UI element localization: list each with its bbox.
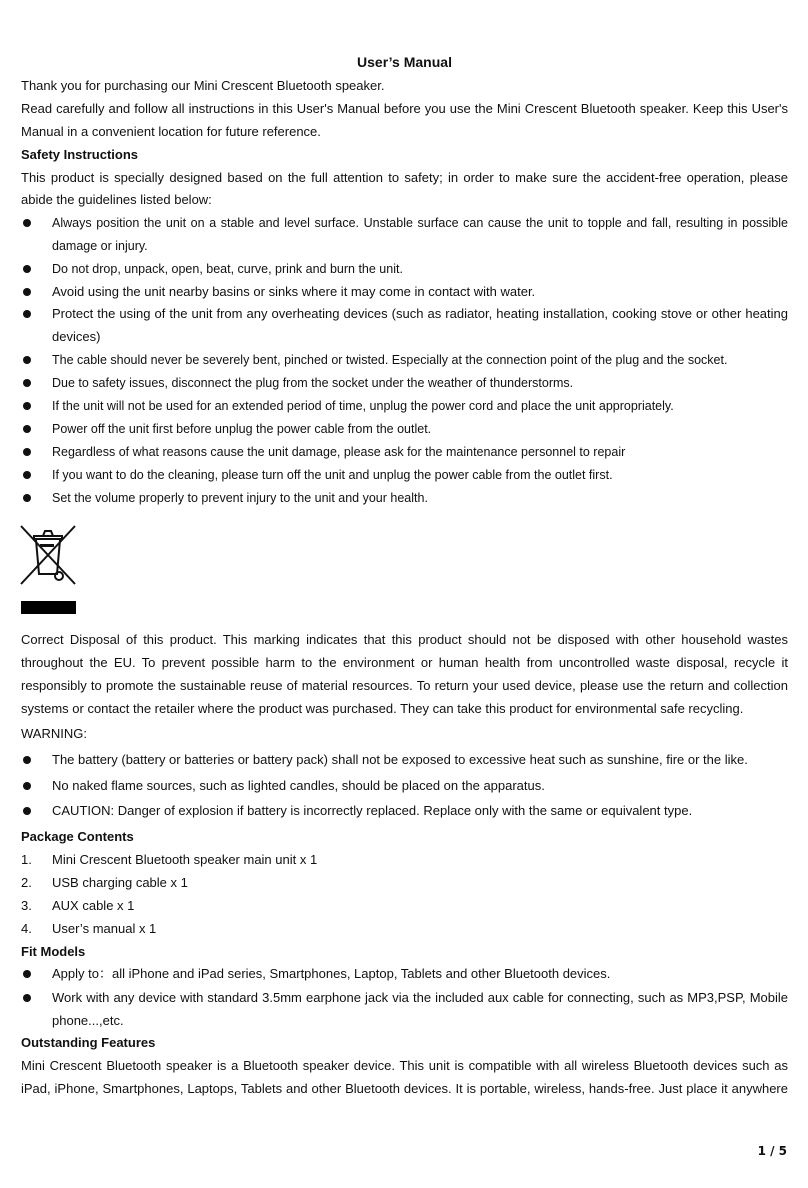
disposal-paragraph: Correct Disposal of this product. This marking indicates that this product should not be disposed with other household wastes bbox=[21, 632, 788, 647]
bullet-icon bbox=[23, 402, 31, 410]
list-item-text: Avoid using the unit nearby basins or sinks where it may come in contact with water. bbox=[52, 284, 536, 299]
safety-paragraph: This product is specially designed based on the full attention to safety; in order to make sure the accident-free operation, please bbox=[21, 170, 788, 185]
safety-paragraph: abide the guidelines listed below: bbox=[21, 192, 212, 207]
bullet-icon bbox=[23, 265, 31, 273]
list-item-text: CAUTION: Danger of explosion if battery is incorrectly replaced. Replace only with the same or equivalent type. bbox=[52, 803, 693, 818]
item-number: 4. bbox=[21, 921, 32, 936]
safety-heading: Safety Instructions bbox=[21, 147, 139, 162]
intro-line: Read carefully and follow all instructions in this User's Manual before you use the Mini Crescent Bluetooth speaker. Keep this User's bbox=[21, 101, 788, 116]
bullet-icon bbox=[23, 807, 31, 815]
list-item-text: If you want to do the cleaning, please turn off the unit and unplug the power cable from the outlet first. bbox=[52, 468, 613, 482]
list-item-text: The battery (battery or batteries or battery pack) shall not be exposed to excessive heat such as sunshine, fire or the like. bbox=[52, 752, 748, 767]
intro-line: Manual in a convenient location for future reference. bbox=[21, 124, 321, 139]
bullet-icon bbox=[23, 756, 31, 764]
bullet-icon bbox=[23, 994, 31, 1002]
bullet-icon bbox=[23, 782, 31, 790]
list-item-text: Due to safety issues, disconnect the plug from the socket under the weather of thunderstorms. bbox=[52, 376, 574, 390]
bullet-icon bbox=[23, 425, 31, 433]
page-number: 1 / 5 bbox=[757, 1144, 787, 1158]
list-item-text: Protect the using of the unit from any overheating devices (such as radiator, heating installation, cooking stove or other heating bbox=[52, 306, 788, 321]
bullet-icon bbox=[23, 471, 31, 479]
list-item-text: If the unit will not be used for an extended period of time, unplug the power cord and place the unit appropriately. bbox=[52, 399, 674, 413]
list-item-text: Power off the unit first before unplug the power cable from the outlet. bbox=[52, 422, 432, 436]
list-item-text: Regardless of what reasons cause the unit damage, please ask for the maintenance personnel to repair bbox=[52, 445, 626, 459]
bullet-icon bbox=[23, 219, 31, 227]
list-item-text: No naked flame sources, such as lighted candles, should be placed on the apparatus. bbox=[52, 778, 545, 793]
list-item-text: Apply to：all iPhone and iPad series, Smartphones, Laptop, Tablets and other Bluetooth devices. bbox=[52, 966, 611, 981]
bullet-icon bbox=[23, 288, 31, 296]
list-item-text: phone...,etc. bbox=[52, 1013, 124, 1028]
warning-heading: WARNING: bbox=[21, 726, 87, 741]
list-item-text: AUX cable x 1 bbox=[52, 898, 135, 913]
weee-bar bbox=[21, 601, 76, 614]
disposal-paragraph: systems or contact the retailer where the product was purchased. They can take this product for environmental safe recycling. bbox=[21, 701, 744, 716]
item-number: 3. bbox=[21, 898, 32, 913]
list-item-text: devices) bbox=[52, 329, 101, 344]
disposal-paragraph: responsibly to promote the sustainable reuse of material resources. To return your used device, please use the return and collection bbox=[21, 678, 788, 693]
bullet-icon bbox=[23, 494, 31, 502]
item-number: 2. bbox=[21, 875, 32, 890]
list-item-text: The cable should never be severely bent, pinched or twisted. Especially at the connection point of the plug and the socket. bbox=[52, 353, 728, 367]
list-item-text: USB charging cable x 1 bbox=[52, 875, 188, 890]
list-item-text: Work with any device with standard 3.5mm earphone jack via the included aux cable for connecting, such as MP3,PSP, Mobile bbox=[52, 990, 788, 1005]
list-item-text: Set the volume properly to prevent injury to the unit and your health. bbox=[52, 491, 428, 505]
disposal-paragraph: throughout the EU. To prevent possible harm to the environment or human health from uncontrolled waste disposal, recycle it bbox=[21, 655, 788, 670]
fit-heading: Fit Models bbox=[21, 944, 86, 959]
package-heading: Package Contents bbox=[21, 829, 134, 844]
features-paragraph: Mini Crescent Bluetooth speaker is a Bluetooth speaker device. This unit is compatible with all wireless Bluetooth devices such as bbox=[21, 1058, 788, 1073]
bullet-icon bbox=[23, 379, 31, 387]
list-item-text: User’s manual x 1 bbox=[52, 921, 157, 936]
item-number: 1. bbox=[21, 852, 32, 867]
bullet-icon bbox=[23, 310, 31, 318]
list-item-text: Mini Crescent Bluetooth speaker main unit x 1 bbox=[52, 852, 318, 867]
list-item-text: Do not drop, unpack, open, beat, curve, prink and burn the unit. bbox=[52, 262, 403, 276]
list-item-text: Always position the unit on a stable and level surface. Unstable surface can cause the unit to topple and fall, resulting in possible bbox=[52, 216, 788, 230]
weee-crossed-bin-icon bbox=[19, 524, 77, 591]
intro-line: Thank you for purchasing our Mini Crescent Bluetooth speaker. bbox=[21, 78, 385, 93]
page-title: User’s Manual bbox=[357, 54, 452, 70]
list-item-text: damage or injury. bbox=[52, 239, 148, 253]
features-paragraph: iPad, iPhone, Smartphones, Laptops, Tablets and other Bluetooth devices. It is portable, wireless, hands-free. Just place it anywhere bbox=[21, 1081, 788, 1096]
bullet-icon bbox=[23, 970, 31, 978]
features-heading: Outstanding Features bbox=[21, 1035, 156, 1050]
bullet-icon bbox=[23, 356, 31, 364]
bullet-icon bbox=[23, 448, 31, 456]
